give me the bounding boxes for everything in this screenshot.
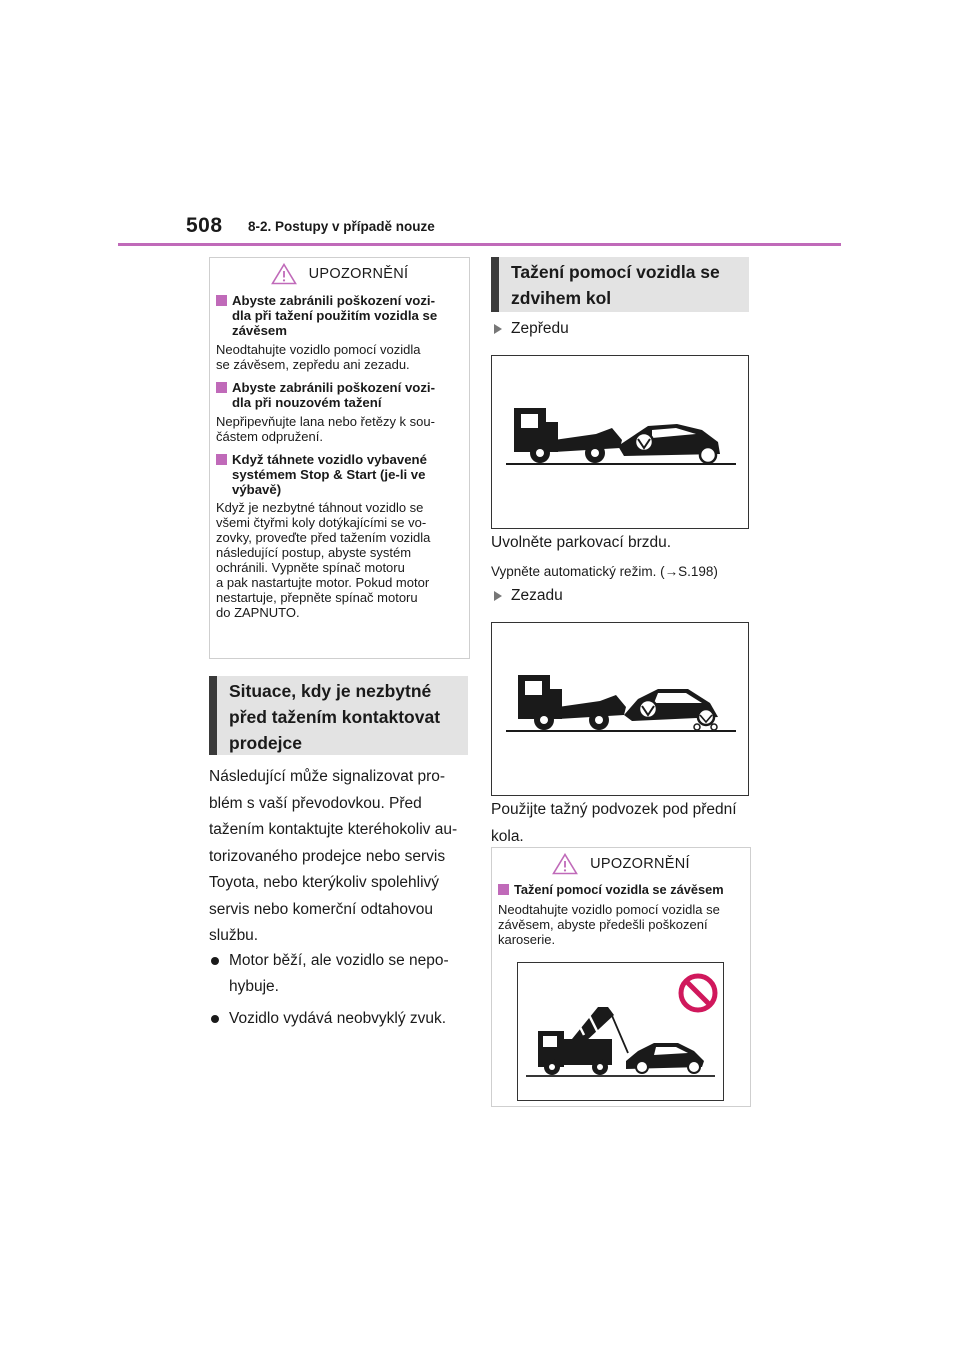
rear-instruction: Použijte tažný podvozek pod přední kola. [491,801,737,845]
warning-item-text: Neodtahujte vozidlo pomocí vozidla se závěsem, abyste předešli poškození karoserie. [498,902,720,947]
warning-item-heading: Když táhnete vozidlo vybavené systémem Stop & Start (je-li ve výbavě) [216,452,462,497]
warning-item-text: Nepřipevňujte lana nebo řetězy k sou- částem odpružení. [216,414,435,444]
figure-front-tow [491,355,749,529]
warning-triangle-icon [552,853,578,875]
transmission-paragraph: Následující může signalizovat pro- blém s vaší převodovkou. Před tažením kontaktujte kteréhokoliv au- torizovaného prodejce nebo servis Toyota, nebo kterýkoliv spolehlivý servis nebo komerční odtahovou službu. [209,768,458,944]
tow-truck-front-illustration [492,356,748,528]
front-label: Zepředu [494,320,569,338]
warning-item-heading: Abyste zabránili poškození vozi- dla při nouzovém tažení [216,380,462,410]
arrow-icon: → [664,564,679,579]
warning-item-text: Neodtahujte vozidlo pomocí vozidla se závěsem, zepředu ani zezadu. [216,342,421,372]
warning-title: UPOZORNĚNÍ [590,856,690,872]
prohibited-tow-illustration [518,963,723,1100]
square-bullet-icon [216,295,227,306]
square-bullet-icon [498,884,509,895]
warning-title: UPOZORNĚNÍ [308,266,409,282]
warning-item-heading: Abyste zabránili poškození vozi- dla při tažení použitím vozidla se závěsem [216,293,462,338]
figure-rear-tow [491,622,749,796]
warning-box-right [491,847,751,1107]
figure-prohibited-tow [517,962,724,1101]
square-bullet-icon [216,382,227,393]
list-item: Vozidlo vydává neobvyklý zvuk. [211,1006,473,1032]
bullet-dot-icon [211,1015,219,1023]
section-heading-contact-dealer: Situace, kdy je nezbytné před tažením kontaktovat prodejce [209,676,468,755]
rear-label: Zezadu [494,587,563,605]
section-heading-wheel-lift: Tažení pomocí vozidla se zdvihem kol [491,257,749,312]
warning-header [492,853,750,875]
front-instruction: Uvolněte parkovací brzdu. [491,534,672,551]
tow-truck-rear-illustration [492,623,748,795]
page-number: 508 [186,214,223,237]
section-title: 8-2. Postupy v případě nouze [248,219,435,234]
warning-box-left [209,257,470,659]
warning-header [210,263,469,285]
header-rule [118,243,841,246]
bullet-dot-icon [211,957,219,965]
arrow-right-icon [494,591,502,601]
square-bullet-icon [216,454,227,465]
warning-item-heading: Tažení pomocí vozidla se závěsem [498,882,744,897]
warning-item-text: Když je nezbytné táhnout vozidlo se všemi čtyřmi koly dotýkajícími se vo- zovky, proveďte před tažením vozidla následující postup, abyste systém ochránili. Vypněte spínač motoru a pak nastartujte motor. Pokud motor nestartuje, přepněte spínač motoru do ZAPNUTO. [216,500,431,620]
list-item: Motor běží, ale vozidlo se nepo- hybuje. [211,948,473,1000]
warning-triangle-icon [271,263,297,285]
arrow-right-icon [494,324,502,334]
front-note: Vypněte automatický režim. (→S.198) [491,564,718,579]
